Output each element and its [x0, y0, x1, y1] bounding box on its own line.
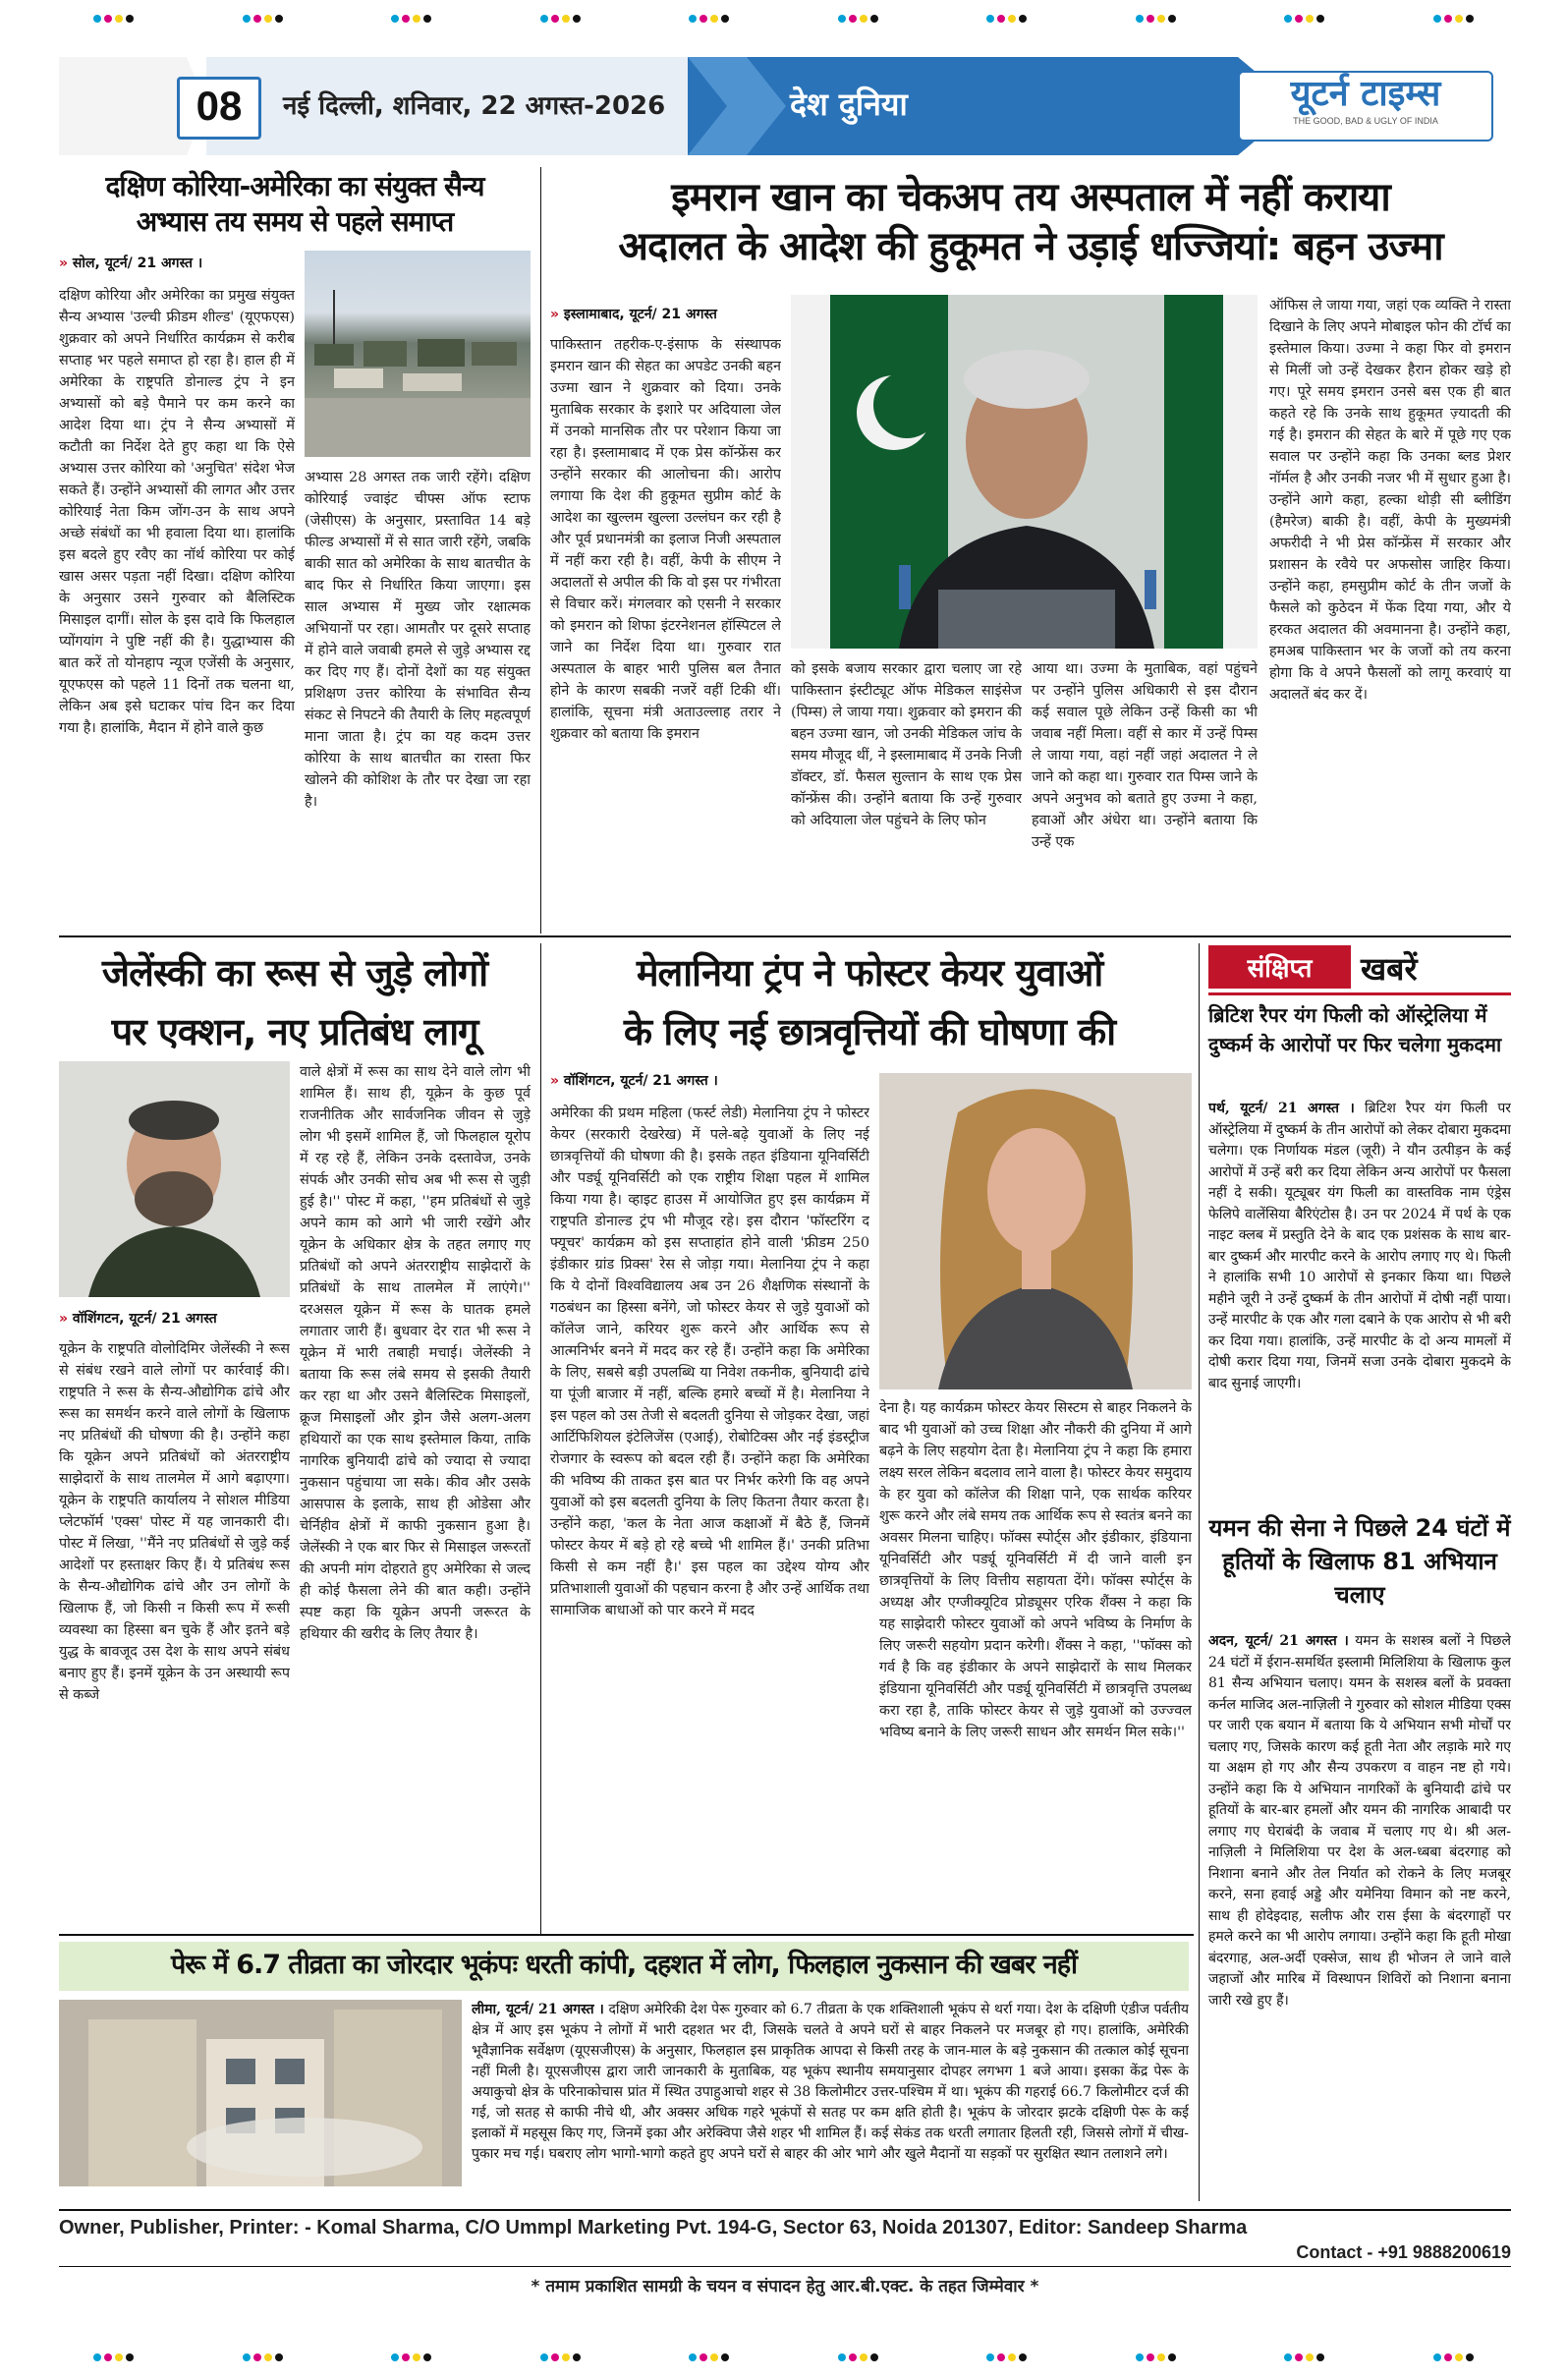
header-dateline: नई दिल्ली, शनिवार, 22 अगस्त-2026	[283, 91, 666, 121]
earthquake-building-illustration	[59, 2000, 462, 2186]
zelensky-dateline: » वॉशिंगटन, यूटर्न/ 21 अगस्त	[59, 1311, 217, 1327]
sidebar-item2-text: यमन के सशस्त्र बलों ने पिछले 24 घंटों में ईरान-समर्थित इस्लामी मिलिशिया के खिलाफ कुल 81 सैन्य अभियान चलाए। यमन के सशस्त्र बलों के प्रवक्ता कर्नल माजिद अल-नाज़िली ने गुरुवार को सोशल मीडिया एक्स पर जारी एक बयान में बताया कि ये अभियान सभी मोर्चों पर चलाए गए, जिसके कारण कई हूती नेता और लड़ाके मारे गए या अक्षम हो गए और सैन्य उपकरण व वाहन नष्ट हो गये। उन्होंने कहा कि ये अभियान नागरिकों के बुनियादी ढांचे पर हूतियों के बार-बार हमलों और यमन की नागरिक आबादी पर लगाए गए घेराबंदी के जवाब में चलाए गए थे। श्री अल-नाज़िली ने मिलिशिया पर देश के अल-ध्बबा बंदरगाह को निशाना बनाने और तेल निर्यात को रोकने के लिए मजबूर करने, सना हवाई अड्डे और यमेनिया विमान को नष्ट करने, साथ ही होदेइदाह, सलीफ और रास ईसा के बंदरगाहों पर हमले करने का भी आरोप लगाया। उन्होंने कहा कि हूती मोखा बंदरगाह, अल-अर्दी एक्सेज, साथ ही भोजन ले जाने वाले जहाजों और मारिब में विस्थापन शिविरों को निशाना बनाना जारी रखे हुए हैं।	[1208, 1633, 1511, 2009]
row-rule	[59, 1934, 1194, 1936]
section-title: देश दुनिया	[790, 85, 908, 123]
melania-trump-photo	[879, 1073, 1192, 1389]
vehicles-illustration	[305, 251, 531, 457]
zelensky-body-col2: वाले क्षेत्रों में रूस का साथ देने वाले लोग भी शामिल हैं। साथ ही, यूक्रेन के कुछ पूर्व राजनीतिक और सार्वजनिक जीवन से जुड़े लोग भी इसमें शामिल हैं, जो फिलहाल यूरोप में रह रहे हैं, लेकिन उनके दस्तावेज, उनके संपर्क और उनकी सोच अब भी रूस से जुड़ी हुई है।'' पोस्ट में कहा, ''हम प्रतिबंधों से जुड़े अपने काम को आगे भी जारी रखेंगे और यूक्रेन के अधिकार क्षेत्र के तहत लगाए गए प्रतिबंधों को अपने अंतरराष्ट्रीय साझेदारों के प्रतिबंधों के साथ तालमेल में लाएंगे।'' दरअसल यूक्रेन में रूस के घातक हमले लगातार जारी हैं। बुधवार देर रात भी रूस ने यूक्रेन में भारी तबाही मचाई। जेलेंस्की ने बताया कि रूस लंबे समय से इसकी तैयारी कर रहा था और उसने बैलिस्टिक मिसाइलों, क्रूज मिसाइलों और ड्रोन जैसे अलग-अलग हथियारों का एक साथ इस्तेमाल किया, ताकि नागरिक बुनियादी ढांचे को ज्यादा से ज्यादा नुकसान पहुंचाया जा सके। कीव और उसके आसपास के इलाके, साथ ही ओडेसा और चेर्निहीव क्षेत्रों में काफी नुकसान हुआ है। जेलेंस्की ने एक बार फिर से मिसाइल जरूरतों की अपनी मांग दोहराते हुए अमेरिका से जल्द ही कोई फैसला लेने की बात कही। उन्होंने स्पष्ट कहा कि यूक्रेन अपनी जरूरत के हथियार की खरीद के लिए तैयार है।	[300, 1064, 531, 1642]
melania-body-col1: अमेरिका की प्रथम महिला (फर्स्ट लेडी) मेलानिया ट्रंप ने फोस्टर केयर (सरकारी देखरेख) में पले-बढ़े युवाओं के लिए नई छात्रवृत्तियों की घोषणा की है। इसके तहत इंडियाना यूनिवर्सिटी और पर्ड्यू यूनिवर्सिटी को एक राष्ट्रीय शिक्षा पहल में शामिल किया गया है। व्हाइट हाउस में आयोजित हुए इस कार्यक्रम में राष्ट्रपति डोनाल्ड ट्रंप भी मौजूद रहे। इस दौरान 'फॉस्टरिंग द फ्यूचर' कार्यक्रम को इस सप्ताहांत होने वाली 'फ्रीडम 250 इंडीकार ग्रांड प्रिक्स' रेस से जोड़ा गया। मेलानिया ट्रंप ने कहा कि ये दोनों विश्वविद्यालय अब उन 26 शैक्षणिक संस्थानों के गठबंधन का हिस्सा बनेंगे, जो फोस्टर केयर से जुड़े युवाओं को कॉलेज जाने, करियर शुरू करने और आर्थिक रूप से आत्मनिर्भर बनने में मदद कर रहे हैं। उन्होंने कहा कि अमेरिका के लिए, सबसे बड़ी उपलब्धि या निवेश तकनीक, बुनियादी ढांचे या पूंजी बाजार में नहीं, बल्कि हमारे बच्चों में है। मेलानिया ने इस पहल को उस तेजी से बदलती दुनिया से जोड़कर देखा, जहां आर्टिफिशियल इंटेलिजेंस (एआई), रोबोटिक्स और नई इंडस्ट्रीज रोजगार के स्वरूप को बदल रही हैं। उन्होंने कहा कि अमेरिका की भविष्य की ताकत इस बात पर निर्भर करेगी कि वह अपने युवाओं को इस बदलती दुनिया के लिए कितना तैयार करता है। उन्होंने कहा, 'कल के नेता आज कक्षाओं में बैठे हैं, जिनमें फोस्टर केयर में बड़े हो रहे बच्चे भी शामिल हैं।' उनकी प्रतिभा किसी से कम नहीं है।' इस पहल का उद्देश्य योग्य और प्रतिभाशाली युवाओं की पहचान करना है और उन्हें आर्थिक तथा सामाजिक बाधाओं को पार करने में मदद	[550, 1105, 869, 1618]
earthquake-photo	[59, 2000, 462, 2186]
zelensky-headline	[59, 943, 531, 1061]
footer-rule-2	[59, 2266, 1511, 2267]
melania-headline	[550, 943, 1189, 1061]
korea-dateline: » सोल, यूटर्न/ 21 अगस्त ।	[59, 255, 203, 271]
column-rule	[540, 943, 541, 1936]
sidebar-tag: संक्षिप्त	[1247, 954, 1313, 984]
imran-khan-photo	[791, 295, 1258, 649]
zelensky-illustration	[59, 1061, 290, 1297]
melania-dateline-text: वॉशिंगटन, यूटर्न/ 21 अगस्त ।	[563, 1073, 718, 1089]
korea-headline-line1: दक्षिण कोरिया-अमेरिका का संयुक्त सैन्य	[105, 170, 484, 202]
sidebar-rule	[1208, 992, 1511, 995]
zelensky-headline-line1: जेलेंस्की का रूस से जुड़े लोगों	[101, 951, 488, 994]
imran-body-col3: आया था। उज्मा के मुताबिक, वहां पहुंचने पर उन्होंने पुलिस अधिकारी से इस दौरान कई सवाल पूछे लेकिन उन्हें किसी का भी जवाब नहीं मिला। वहीं से कार में उन्हें पिम्स ले जाया गया, वहां नहीं जहां अदालत ने ले जाने को कहा था। गुरुवार रात पिम्स जाने के अपने अनुभव को बताते हुए उज्मा ने कहा, हवाओं और अंधेरा था। उन्होंने बताया कि उन्हें एक	[1032, 661, 1258, 850]
footer-rule	[59, 2209, 1511, 2211]
military-vehicles-photo	[305, 251, 531, 457]
footer-contact: Contact - +91 9888200619	[1296, 2242, 1511, 2262]
column-rule	[1199, 943, 1200, 2201]
press-conference-illustration	[791, 295, 1258, 649]
zelensky-photo	[59, 1061, 290, 1297]
registration-dots-top	[0, 10, 1567, 28]
row-rule	[59, 935, 1511, 937]
korea-body-col2: अभ्यास 28 अगस्त तक जारी रहेंगे। दक्षिण कोरियाई ज्वाइंट चीफ्स ऑफ स्टाफ (जेसीएस) के अनुसार, प्रस्तावित 14 बड़े फील्ड अभ्यासों में से सात जारी रहेंगे, जबकि बाकी सात को अमेरिका के साथ बातचीत के बाद फिर से निर्धारित किया जाएगा। इस साल अभ्यास में मुख्य जोर रक्षात्मक अभियानों पर रहा। आमतौर पर दूसरे सप्ताह में होने वाले जवाबी हमले से जुड़े अभ्यास रद्द कर दिए गए हैं। दोनों देशों का यह संयुक्त प्रशिक्षण उत्तर कोरिया के संभावित सैन्य संकट से निपटने की तैयारी के लिए महत्वपूर्ण माना जाता है। ट्रंप का यह कदम उत्तर कोरिया के साथ बातचीत का रास्ता फिर खोलने की कोशिश के तौर पर देखा जा रहा है।	[305, 470, 531, 810]
brand-logo	[1238, 71, 1493, 142]
sidebar-item2-headline: यमन की सेना ने पिछले 24 घंटों में हूतियों के खिलाफ 81 अभियान चलाए	[1208, 1514, 1511, 1609]
peru-body	[472, 2000, 1189, 2186]
imran-body-col1: पाकिस्तान तहरीक-ए-इंसाफ के संस्थापक इमरान खान की सेहत का अपडेट उनकी बहन उज्मा खान ने शुक्रवार को दिया। उनके मुताबिक सरकार के इशारे पर अदियाला जेल में उनको मानसिक तौर पर परेशान किया जा रहा है। इस्लामाबाद में एक प्रेस कॉन्फ्रेंस कर उन्होंने सरकार की आलोचना की। आरोप लगाया कि देश की हुकूमत सुप्रीम कोर्ट के आदेश का खुल्लम खुल्ला उल्लंघन कर रही है और पूर्व प्रधानमंत्री का इलाज निजी अस्पताल में नहीं करा रही है। वहीं, केपी के सीएम ने अदालतों से अपील की कि वो इस पर गंभीरता से विचार करें। मंगलवार को एसनी ने सरकार को इमरान को शिफा इंटरनेशनल हॉस्पिटल ले जाने का निर्देश दिया था। गुरुवार रात अस्पताल के बाहर भारी पुलिस बल तैनात होने के कारण सबकी नजरें वहीं टिकी थीं। हालांकि, सूचना मंत्री अताउल्लाह तरार ने शुक्रवार को बताया कि इमरान	[550, 337, 781, 742]
zelensky-headline-line2: पर एक्शन, नए प्रतिबंध लागू	[111, 1010, 478, 1053]
zelensky-body-col1: यूक्रेन के राष्ट्रपति वोलोदिमिर जेलेंस्की ने रूस से संबंध रखने वाले लोगों पर कार्रवाई की। राष्ट्रपति ने रूस के सैन्य-औद्योगिक ढांचे और रूस का समर्थन करने वाले लोगों के खिलाफ नए प्रतिबंधों की घोषणा की है। उन्होंने कहा कि यूक्रेन अपने प्रतिबंधों को अंतरराष्ट्रीय साझेदारों के साथ तालमेल में आगे बढ़ाएगा। यूक्रेन के राष्ट्रपति कार्यालय ने सोशल मीडिया प्लेटफॉर्म 'एक्स' पोस्ट में यह जानकारी दी। पोस्ट में लिखा, ''मैंने नए प्रतिबंधों से जुड़े कई आदेशों पर हस्ताक्षर किए हैं। ये प्रतिबंध रूस के सैन्य-औद्योगिक ढांचे और उन लोगों के खिलाफ हैं, जो किसी न किसी रूप में रूसी व्यवस्था का हिस्सा बन चुके हैं और इतने बड़े युद्ध के बावजूद उस देश के साथ अपने संबंध बनाए हुए हैं। इनमें यूक्रेन के उन अस्थायी रूप से कब्जे	[59, 1341, 290, 1703]
page-number: 08	[196, 83, 243, 129]
peru-body-text: दक्षिण अमेरिकी देश पेरू गुरुवार को 6.7 तीव्रता के एक शक्तिशाली भूकंप से थर्रा गया। देश के दक्षिणी एंडीज पर्वतीय क्षेत्र में आए इस भूकंप ने लोगों में भारी दहशत भर दी, जिसके चलते वे अपने घरों से बाहर निकलने पर मजबूर हो गए। हालांकि, अमेरिकी भूवैज्ञानिक सर्वेक्षण (यूएसजीएस) के अनुसार, फिलहाल इस प्राकृतिक आपदा से किसी तरह के जान-माल के बड़े नुकसान की तत्काल कोई सूचना नहीं मिली है। यूएसजीएस द्वारा जारी जानकारी के मुताबिक, यह भूकंप स्थानीय समयानुसार दोपहर लगभग 1 बजे आया। इसका केंद्र पेरू के अयाकुचो क्षेत्र के परिनाकोचास प्रांत में स्थित उपाहुआचो शहर से 38 किलोमीटर उत्तर-पश्चिम में था। भूकंप की गहराई 66.7 किलोमीटर दर्ज की गई, जो सतह से काफी नीचे थी, और अक्सर अधिक गहरे भूकंपों से सतह पर कम क्षति होती है। भूकंप के जोरदार झटके दक्षिणी पेरू के कई इलाकों में महसूस किए गए, जिनमें इका और अरेक्विपा जैसे शहर भी शामिल हैं। कई सेकंड तक धरती लगातार हिलती रही, जिससे लोगों में चीख-पुकार मच गई। घबराए लोग भागो-भागो कहते हुए अपने घरों से बाहर की ओर भागे और खुले मैदानों या सड़कों पर सुरक्षित स्थान तलाशने लगे।	[472, 2002, 1189, 2162]
imran-headline-line2: अदालत के आदेश की हुकूमत ने उड़ाई धज्जियां: बहन उज्मा	[618, 224, 1443, 269]
footer-imprint: Owner, Publisher, Printer: - Komal Sharma, C/O Ummpl Marketing Pvt. 194-G, Sector 63, Noida 201307, Editor: Sandeep Sharma	[59, 2217, 1248, 2238]
sidebar-item1-text: ब्रिटिश रैपर यंग फिली पर ऑस्ट्रेलिया में दुष्कर्म के तीन आरोपों को लेकर दोबारा मुकदमा चलेगा। एक निर्णायक मंडल (जूरी) ने यौन उत्पीड़न के कई आरोपों में उन्हें बरी कर दिया लेकिन अन्य आरोपों पर फैसला नहीं दे सकी। यूट्यूबर यंग फिली का वास्तविक नाम एंड्रेस फेलिपे वालेंसिया बैरिएंटोस है। उन पर 2024 में पर्थ के एक नाइट क्लब में प्रस्तुति देने के बाद एक प्रशंसक के साथ बार-बार दुष्कर्म और मारपीट करने के आरोप लगाए गए थे। फिली ने हालांकि सभी 10 आरोपों से इनकार किया था। पिछले महीने जूरी ने उन्हें दुष्कर्म के तीन आरोपों में दोषी नहीं पाया। उन्हें मारपीट के एक और गला दबाने के एक आरोप से भी बरी कर दिया गया। हालांकि, उन्हें मारपीट के दो अन्य मामलों में दोषी करार दिया गया, जिनमें सजा उनके दोबारा मुकदमे के बाद सुनाई जाएगी।	[1208, 1101, 1511, 1391]
brand-tagline: THE GOOD, BAD & UGLY OF INDIA	[1293, 116, 1438, 126]
sidebar-tag-word: खबरें	[1361, 950, 1418, 988]
imran-headline-line1: इमरान खान का चेकअप तय अस्पताल में नहीं कराया	[671, 175, 1390, 220]
brand-name: यूटर्न टाइम्स	[1290, 74, 1441, 114]
registration-dots-bottom	[0, 2349, 1567, 2366]
sidebar-item1-headline: ब्रिटिश रैपर यंग फिली को ऑस्ट्रेलिया में दुष्कर्म के आरोपों पर फिर चलेगा मुकदमा	[1208, 1003, 1502, 1056]
peru-headline: पेरू में 6.7 तीव्रता का जोरदार भूकंपः धरती कांपी, दहशत में लोग, फिलहाल नुकसान की खबर नहीं	[170, 1950, 1078, 1980]
melania-headline-line1: मेलानिया ट्रंप ने फोस्टर केयर युवाओं	[636, 951, 1103, 994]
zelensky-dateline-text: वॉशिंगटन, यूटर्न/ 21 अगस्त	[72, 1311, 217, 1327]
korea-dateline-text: सोल, यूटर्न/ 21 अगस्त ।	[72, 255, 203, 271]
column-rule	[540, 167, 541, 934]
melania-dateline: » वॉशिंगटन, यूटर्न/ 21 अगस्त ।	[550, 1073, 718, 1089]
footer-note: * तमाम प्रकाशित सामग्री के चयन व संपादन हेतु आर.बी.एक्ट. के तहत जिम्मेवार *	[531, 2277, 1039, 2296]
korea-headline-line2: अभ्यास तय समय से पहले समाप्त	[136, 205, 454, 238]
masthead	[59, 57, 1511, 155]
sidebar-item2-body	[1208, 1631, 1511, 2199]
melania-illustration	[879, 1073, 1192, 1389]
sidebar-item1-body	[1208, 1099, 1511, 1503]
korea-headline	[59, 169, 531, 240]
melania-body-col2: देना है। यह कार्यक्रम फोस्टर केयर सिस्टम से बाहर निकलने के बाद भी युवाओं को उच्च शिक्षा और नौकरी की दुनिया में आगे बढ़ने के लिए सहयोग देता है। मेलानिया ट्रंप ने कहा कि हमारा लक्ष्य सरल लेकिन बदलाव लाने वाला है। फोस्टर केयर समुदाय के हर युवा को कॉलेज की शिक्षा पाने, एक सार्थक करियर शुरू करने और लंबे समय तक आर्थिक रूप से स्वतंत्र बनने का अवसर मिलना चाहिए। फॉक्स स्पोर्ट्स और इंडीकार, इंडियाना यूनिवर्सिटी और पर्ड्यू यूनिवर्सिटी में दी जाने वाली इन छात्रवृत्तियों के लिए वित्तीय सहायता देंगे। फॉक्स स्पोर्ट्स के अध्यक्ष और एग्जीक्यूटिव प्रोड्यूसर एरिक शैंक्स ने कहा कि यह साझेदारी फोस्टर युवाओं को अपने भविष्य के निर्माण के लिए जरूरी सहयोग प्रदान करेगी। शैंक्स ने कहा, ''फॉक्स को गर्व है कि वह इंडीकार के अपने साझेदारों के साथ मिलकर इंडियाना यूनिवर्सिटी और पर्ड्यू यूनिवर्सिटी में छात्रवृत्ति उपलब्ध करा रहा है, ताकि फोस्टर केयर से जुड़े युवाओं को उज्ज्वल भविष्य बनाने के लिए जरूरी साधन और समर्थन मिल सके।''	[879, 1400, 1192, 1740]
imran-dateline-text: इस्लामाबाद, यूटर्न/ 21 अगस्त	[563, 307, 717, 322]
sidebar-item2-dateline: अदन, यूटर्न/ 21 अगस्त ।	[1208, 1633, 1349, 1649]
imran-headline	[550, 173, 1511, 271]
peru-dateline: लीमा, यूटर्न/ 21 अगस्त ।	[472, 2002, 604, 2017]
melania-headline-line2: के लिए नई छात्रवृत्तियों की घोषणा की	[623, 1010, 1116, 1053]
korea-body-col1: दक्षिण कोरिया और अमेरिका का प्रमुख संयुक्त सैन्य अभ्यास 'उल्ची फ्रीडम शील्ड' (यूएफएस) शुक्रवार को अपने निर्धारित कार्यक्रम से करीब सप्ताह भर पहले समाप्त हो रहा है। हाल ही में अमेरिका के राष्ट्रपति डोनाल्ड ट्रंप ने इन अभ्यासों को बड़े पैमाने पर कम करने का आदेश दिया था। ट्रंप ने सैन्य अभ्यासों में कटौती का निर्देश देते हुए कहा था कि ऐसे अभ्यास उत्तर कोरिया को 'अनुचित' संदेश भेज सकते हैं। उन्होंने अभ्यासों की लागत और उत्तर कोरियाई नेता किम जोंग-उन के साथ अपने अच्छे संबंधों का भी हवाला दिया था। हालांकि इस बदले हुए रवैए का नॉर्थ कोरिया पर कोई खास असर पड़ता नहीं दिखा। दक्षिण कोरिया के अनुसार उसने गुरुवार को बैलिस्टिक मिसाइल दागीं। सोल के इस दावे कि फिलहाल प्योंगयांग ने पुष्टि नहीं की है। युद्धाभ्यास की बात करें तो योनहाप न्यूज एजेंसी के अनुसार, यूएफएस को पहले 11 दिनों तक चलना था, लेकिन अब इसे घटाकर पांच दिन कर दिया गया है। हालांकि, मैदान में होने वाले कुछ	[59, 288, 295, 736]
sidebar-item1-dateline: पर्थ, यूटर्न/ 21 अगस्त ।	[1208, 1101, 1355, 1116]
imran-dateline: » इस्लामाबाद, यूटर्न/ 21 अगस्त	[550, 307, 717, 322]
imran-body-col2: को इसके बजाय सरकार द्वारा चलाए जा रहे पाकिस्तान इंस्टीट्यूट ऑफ मेडिकल साइंसेज (पिम्स) ले जाया गया। शुक्रवार को इमरान की बहन उज्मा खान, जो उनकी मेडिकल जांच के समय मौजूद थीं, ने इस्लामाबाद में उनके निजी डॉक्टर, डॉ. फैसल सुल्तान के साथ एक प्रेस कॉन्फ्रेंस की। उन्होंने बताया कि उन्हें गुरुवार को अदियाला जेल पहुंचने के लिए फोन	[791, 661, 1022, 828]
imran-body-col4: ऑफिस ले जाया गया, जहां एक व्यक्ति ने रास्ता दिखाने के लिए अपने मोबाइल फोन की टॉर्च का इस्तेमाल किया। उज्मा ने कहा फिर वो इमरान से मिलीं जो उन्हें देखकर हैरान होकर खड़े हो गए। पूरे समय इमरान उनसे बस एक ही बात कहते रहे कि उनके साथ हुकूमत ज़्यादती की गई है। इमरान की सेहत के बारे में पूछे गए एक सवाल पर उन्होंने कहा कि उनका ब्लड प्रेशर नॉर्मल है और उनकी नजर भी में सुधार हुआ है। उन्होंने आगे कहा, हल्का थोड़ी सी ब्लीडिंग (हैमरेज) बाकी है। वहीं, केपी के मुख्यमंत्री अफरीदी ने भी प्रेस कॉन्फ्रेंस में सरकार और प्रशासन के रवैये पर अफसोस जाहिर किया। उन्होंने कहा, हमसुप्रीम कोर्ट के तीन जजों के फैसले को कुठेदन में फेंक दिया गया, और ये हरकत अदालत की अवमानना है। उन्होंने कहा, हमअब पाकिस्तान भर के जजों को तय करना होगा कि वे अपने फैसलों को लागू करवाएं या अदालतें बंद कर दें।	[1269, 298, 1511, 703]
